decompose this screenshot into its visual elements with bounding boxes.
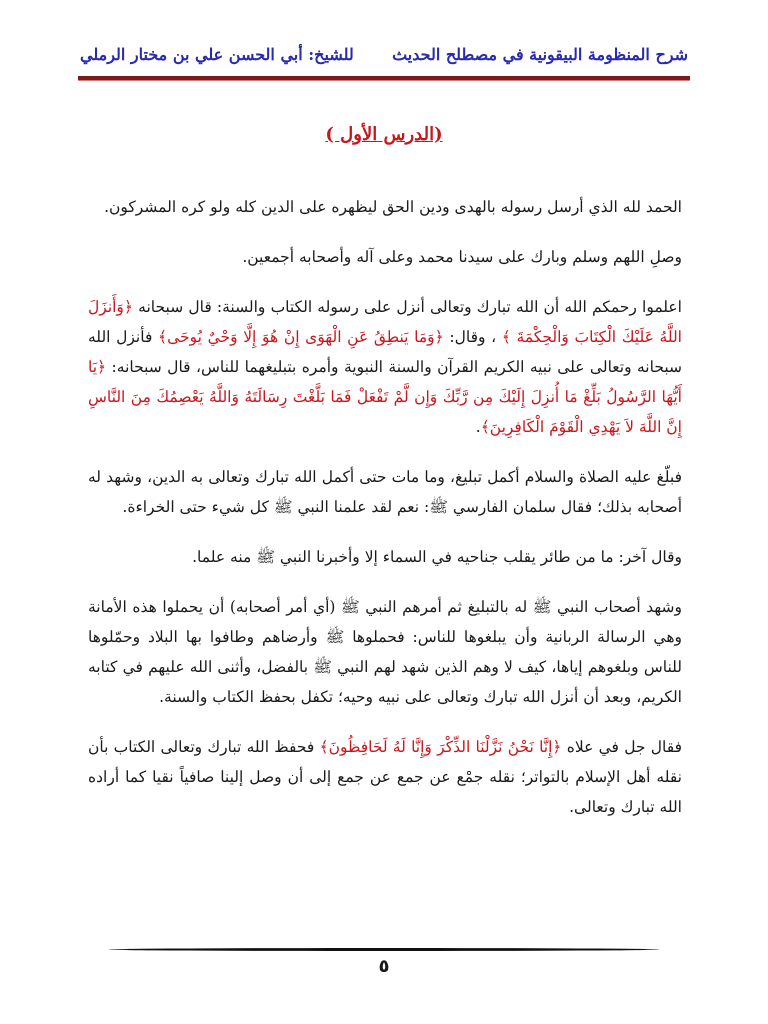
quran-verse-2: ﴿وَمَا يَنطِقُ عَنِ الْهَوَى إِنْ هُوَ إِلَّا وَحْيٌ يُوحَى﴾ (158, 328, 444, 346)
page-number: ٥ (378, 956, 390, 977)
paragraph-7-text-2: فحفظ الله تبارك وتعالى الكتاب بأن نقله أهل الإسلام بالتواتر؛ نقله جمْع عن جمع عن جمع إلى أن وصل إلينا صافياً نقيا كما أراده الله تبارك وتعالى. (88, 738, 682, 816)
paragraph-2: وصلِ اللهم وسلم وبارك على سيدنا محمد وعلى آله وأصحابه أجمعين. (242, 248, 682, 266)
paragraph-5: وقال آخر: ما من طائر يقلب جناحيه في السماء إلا وأخبرنا النبي ﷺ منه علما. (192, 548, 682, 566)
author-name: للشيخ: أبي الحسن علي بن مختار الرملي (80, 44, 354, 64)
paragraph-3-text-2: ، وقال: (443, 328, 502, 346)
paragraph-3-text-4: . (475, 418, 481, 436)
paragraph-3 (88, 292, 682, 442)
book-title: شرح المنظومة البيقونية في مصطلح الحديث (392, 44, 688, 64)
paragraph-4: فبلّغ عليه الصلاة والسلام أكمل تبليغ، وما مات حتى أكمل الله تبارك وتعالى به الدين، وشهد له أصحابه بذلك؛ فقال سلمان الفارسي ﷺ: نعم لقد علمنا النبي ﷺ كل شيء حتى الخراءة. (88, 468, 682, 516)
quran-verse-4: ﴿إِنَّا نَحْنُ نَزَّلْنَا الذِّكْرَ وَإِنَّا لَهُ لَحَافِظُونَ﴾ (319, 738, 562, 756)
footer-divider (108, 948, 660, 951)
page-header (80, 40, 688, 68)
header-divider (78, 76, 690, 81)
lesson-body (88, 192, 682, 842)
quran-verse-3: ﴿يَا أَيُّهَا الرَّسُولُ بَلِّغْ مَا أُنزِلَ إِلَيْكَ مِن رَّبِّكَ وَإِن لَّمْ تَفْعَلْ فَمَا بَلَّغْتَ رِسَالَتَهُ وَاللَّهُ يَعْصِمُكَ مِنَ النَّاسِ إِنَّ اللَّهَ لاَ يَهْدِي الْقَوْمَ الْكَافِرِينَ﴾ (88, 358, 682, 436)
paragraph-1: الحمد لله الذي أرسل رسوله بالهدى ودين الحق ليظهره على الدين كله ولو كره المشركون. (104, 198, 682, 216)
paragraph-7 (88, 732, 682, 822)
lesson-title: (الدرس الأول ) (325, 124, 443, 145)
paragraph-7-text-1: فقال جل في علاه (561, 738, 682, 756)
paragraph-3-text-1: اعلموا رحمكم الله أن الله تبارك وتعالى أنزل على رسوله الكتاب والسنة: قال سبحانه (133, 298, 682, 316)
paragraph-6: وشهد أصحاب النبي ﷺ له بالتبليغ ثم أمرهم النبي ﷺ (أي أمر أصحابه) أن يحملوا هذه الأمانة وهي الرسالة الربانية وأن يبلغوها للناس: فحملوها ﷺ وأرضاهم وطافوا بها البلاد وحمّلوها للناس وبلغوهم إياها، كيف لا وهم الذين شهد لهم النبي ﷺ بالفضل، وأثنى الله عليهم في كتابه الكريم، وبعد أن أنزل الله تبارك وتعالى على نبيه وحيه؛ تكفل بحفظ الكتاب والسنة. (88, 598, 682, 706)
paragraph-3-text-3: فأنزل الله سبحانه وتعالى على نبيه الكريم القرآن والسنة النبوية وأمره بتبليغهما للناس، قال سبحانه: (88, 328, 682, 376)
quran-verse-1: ﴿وَأَنزَلَ اللَّهُ عَلَيْكَ الْكِتَابَ وَالْحِكْمَةَ ﴾ (88, 298, 682, 346)
